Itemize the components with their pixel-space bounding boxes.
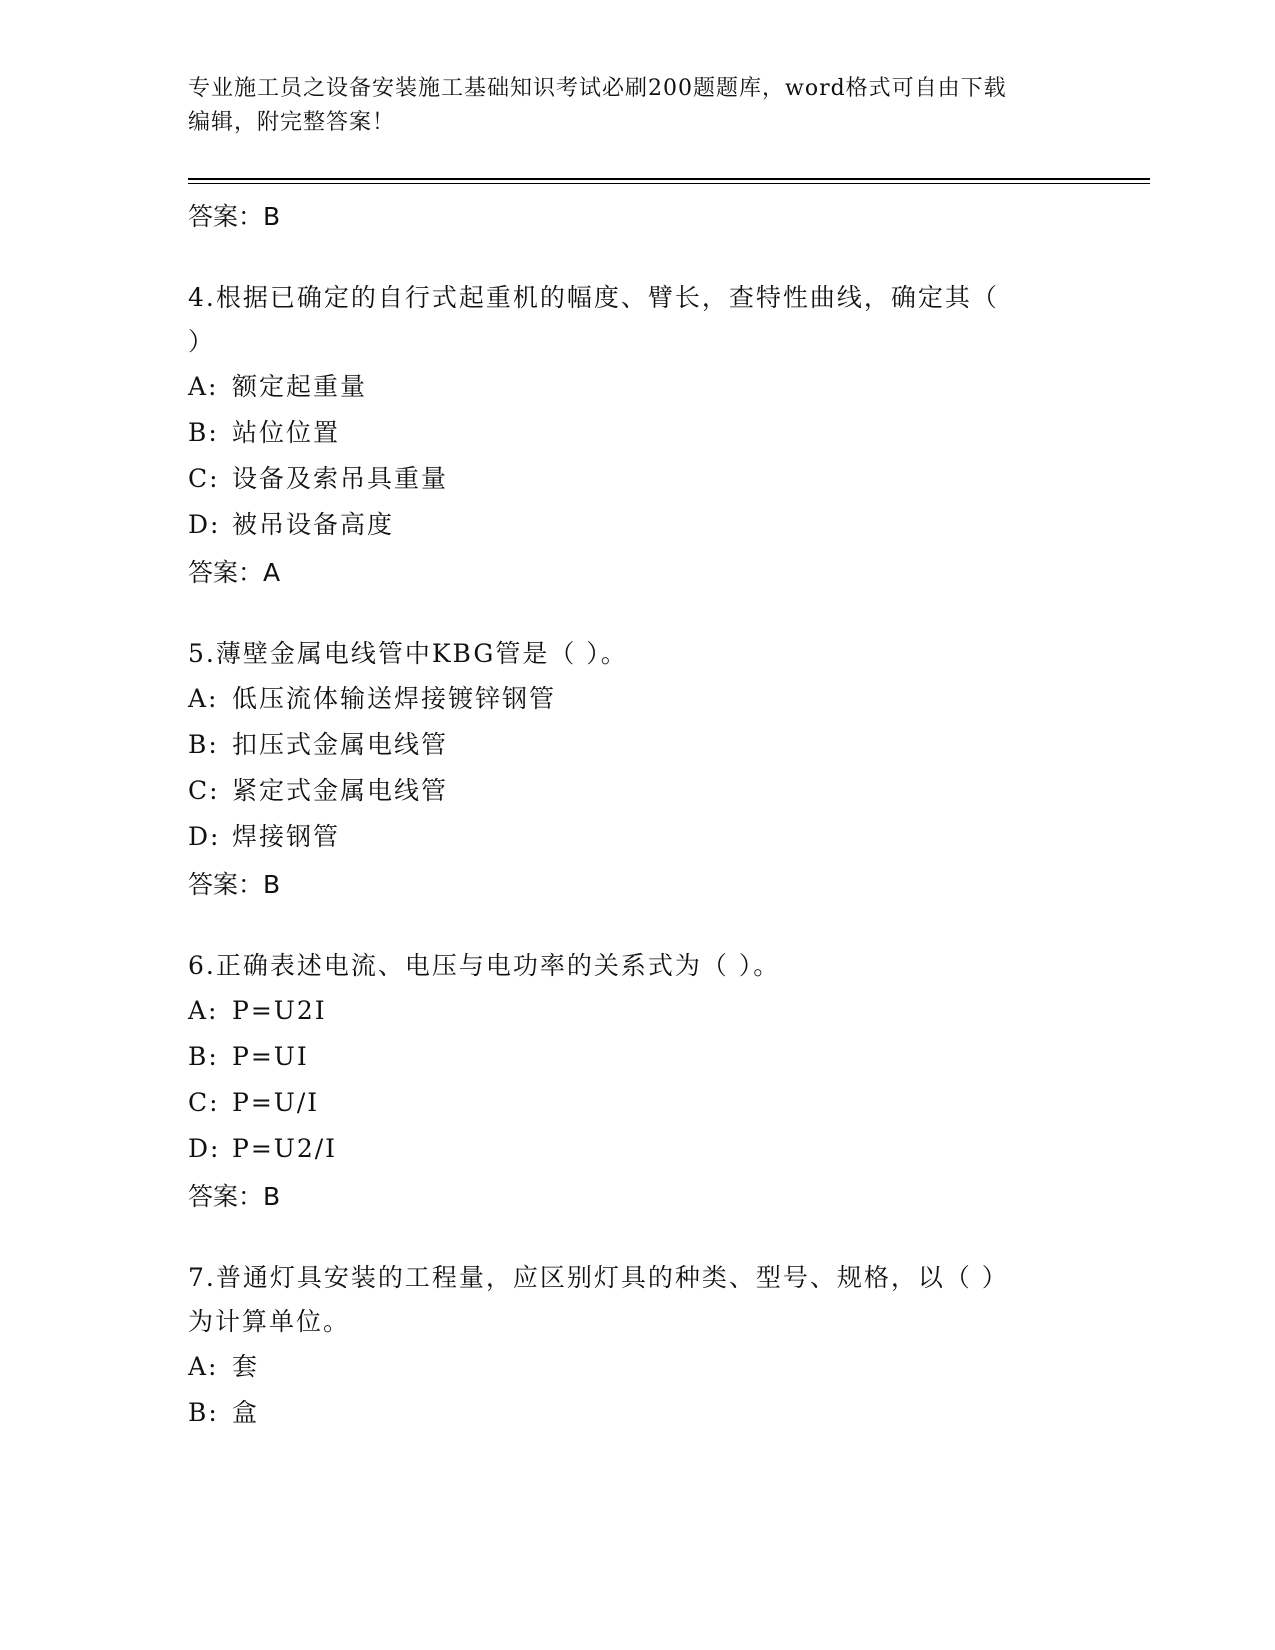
option-c [188,1080,1088,1126]
question-block [188,944,1088,1214]
answer-line: 答案：A [188,558,281,587]
option-a [188,676,1088,722]
header-line-2: 编辑，附完整答案！ [188,110,396,135]
option-b [188,410,1088,456]
question-text-line: 4.根据已确定的自行式起重机的幅度、臂长，查特性曲线，确定其（ [188,283,999,312]
option-a [188,1344,1088,1390]
header-line-1: 专业施工员之设备安装施工基础知识考试必刷200题题库，word格式可自由下载 [188,76,1007,101]
question-text [188,632,1088,676]
option-text: P=U/I [232,1088,320,1117]
question-text [188,276,1088,364]
question-text-line: 6.正确表述电流、电压与电功率的关系式为（ ）。 [188,951,781,980]
option-text: 盒 [232,1398,260,1427]
question-text [188,944,1088,988]
option-text: 扣压式金属电线管 [232,730,449,759]
option-text: P=U2I [232,996,327,1025]
option-a [188,364,1088,410]
question-text-line: ） [188,327,216,356]
option-key: D: [188,510,221,539]
option-key: D: [188,1134,221,1163]
option-key: A: [188,1352,219,1381]
option-text: 紧定式金属电线管 [232,776,449,805]
option-key: B: [188,1042,219,1071]
question-block [188,632,1088,902]
option-c [188,456,1088,502]
option-b [188,1034,1088,1080]
question-block [188,1256,1088,1436]
option-key: A: [188,372,219,401]
option-text: 额定起重量 [232,372,368,401]
option-text: 低压流体输送焊接镀锌钢管 [232,684,557,713]
answer-line: 答案：B [188,202,281,231]
option-text: 被吊设备高度 [232,510,395,539]
option-c [188,768,1088,814]
header-divider-thick [188,178,1150,180]
option-text: P=U2/I [232,1134,338,1163]
option-key: C: [188,1088,220,1117]
option-d [188,814,1088,860]
header-divider-thin [188,183,1150,184]
option-key: B: [188,1398,219,1427]
question-text-line: 7.普通灯具安装的工程量，应区别灯具的种类、型号、规格，以（ ） [188,1263,1009,1292]
question-text-line: 5.薄壁金属电线管中KBG管是（ ）。 [188,639,628,668]
question-block [188,276,1088,590]
option-key: C: [188,776,220,805]
answer-line: 答案：B [188,870,281,899]
option-d [188,1126,1088,1172]
option-b [188,722,1088,768]
question-list [188,192,1088,1436]
option-key: A: [188,684,219,713]
option-b [188,1390,1088,1436]
option-key: C: [188,464,220,493]
option-text: P=UI [232,1042,309,1071]
option-key: A: [188,996,219,1025]
option-a [188,988,1088,1034]
option-text: 套 [232,1352,260,1381]
question-text [188,1256,1088,1344]
option-key: B: [188,730,219,759]
option-d [188,502,1088,548]
option-text: 站位位置 [232,418,341,447]
option-key: B: [188,418,219,447]
option-text: 设备及索吊具重量 [232,464,449,493]
option-key: D: [188,822,221,851]
option-text: 焊接钢管 [232,822,341,851]
document-header [188,72,1088,140]
question-text-line: 为计算单位。 [188,1307,351,1336]
answer-line: 答案：B [188,1182,281,1211]
